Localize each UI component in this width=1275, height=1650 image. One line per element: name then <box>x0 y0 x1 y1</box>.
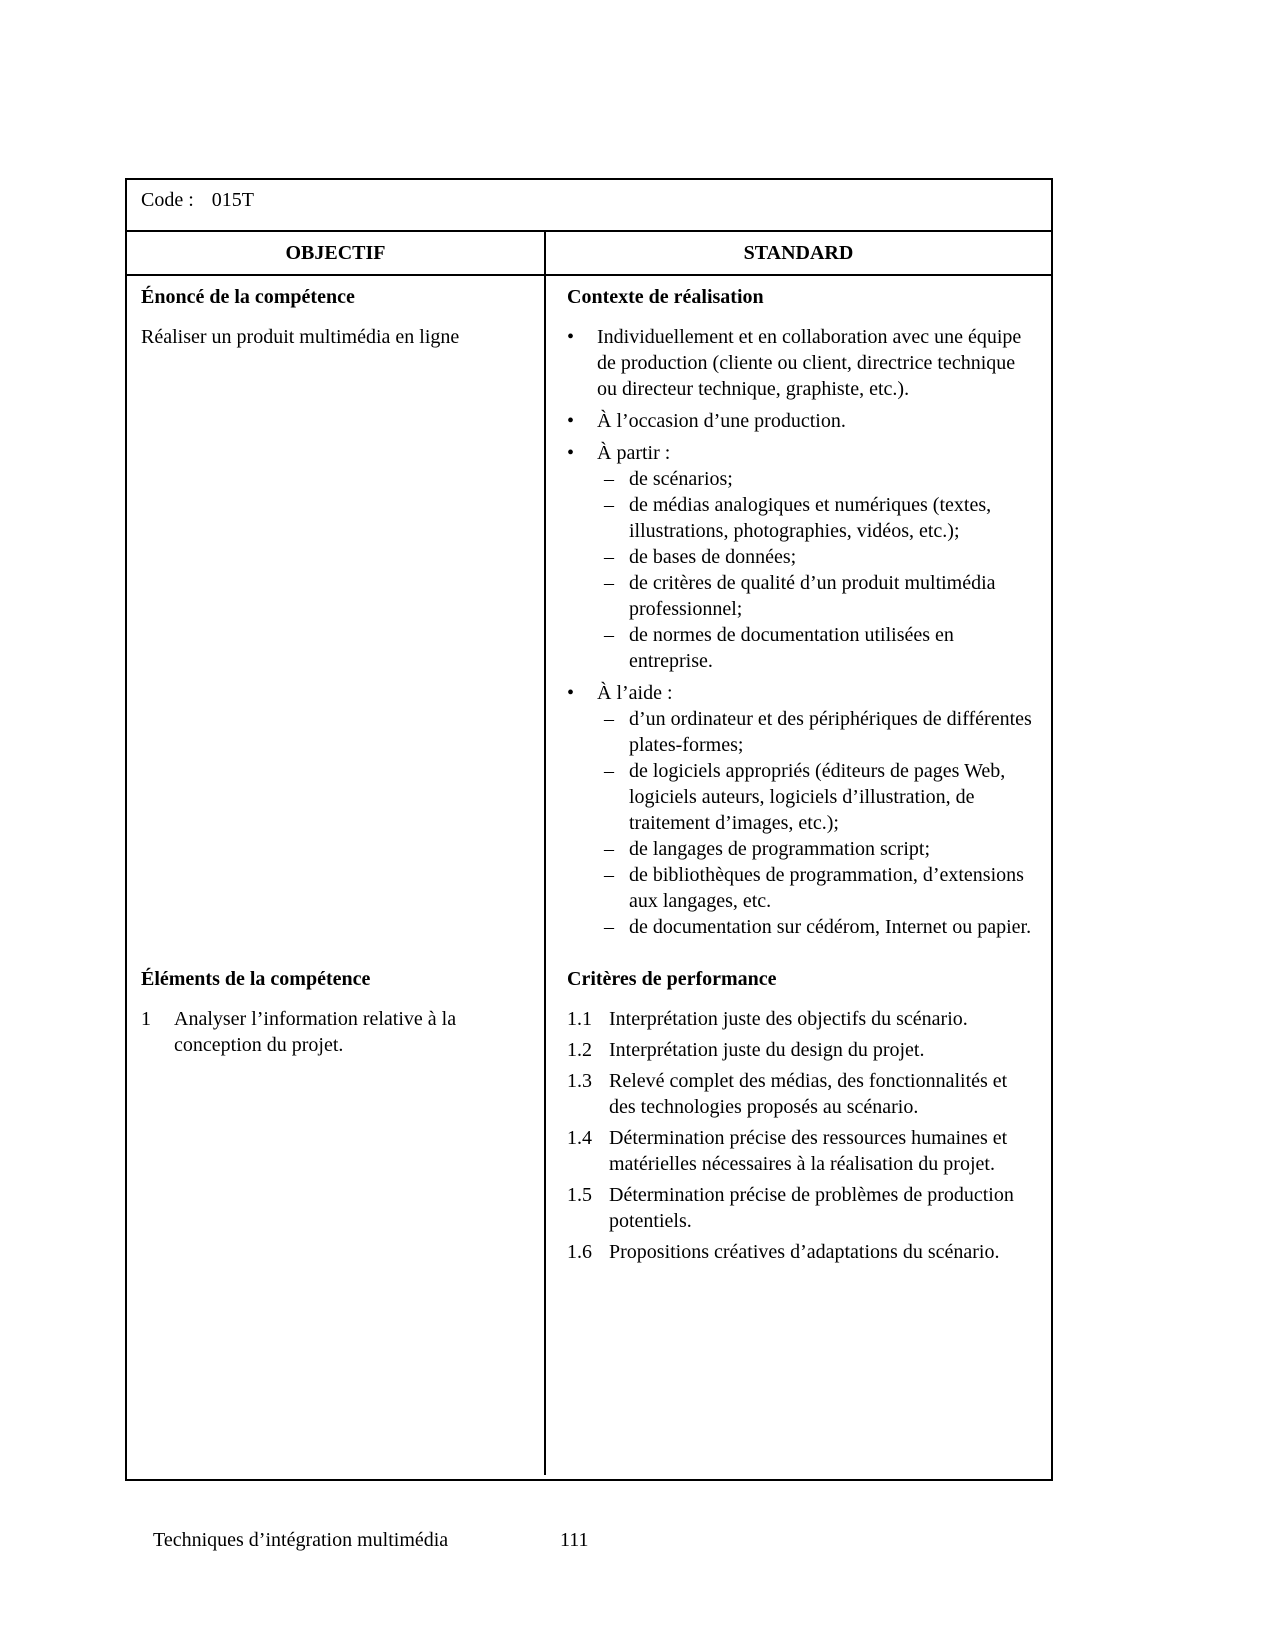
dash-marker-icon: – <box>604 760 614 782</box>
critere-text: Interprétation juste des objectifs du scénario. <box>609 1008 968 1030</box>
bullet-marker-icon: • <box>567 410 575 432</box>
enonce-cell <box>127 276 544 940</box>
list-item-text: de bibliothèques de programmation, d’extensions aux langages, etc. <box>629 864 1024 912</box>
list-item-text: de documentation sur cédérom, Internet ou papier. <box>629 916 1032 938</box>
list-item-text: de langages de programmation script; <box>629 838 931 860</box>
list-item-text: À partir : <box>597 442 671 464</box>
page-footer <box>153 1527 1053 1553</box>
criteres-title: Critères de performance <box>567 968 777 990</box>
list-item <box>604 706 1035 758</box>
dash-marker-icon: – <box>604 916 614 938</box>
dash-marker-icon: – <box>604 708 614 730</box>
competency-table <box>125 178 1053 1481</box>
list-item <box>567 408 1035 434</box>
dash-marker-icon: – <box>604 468 614 490</box>
element-item <box>141 1006 530 1058</box>
list-item <box>604 570 1035 622</box>
bullet-marker-icon: • <box>567 442 575 464</box>
code-label: Code : <box>141 189 194 211</box>
criteres-cell <box>544 940 1051 1475</box>
contexte-cell <box>544 276 1051 940</box>
list-item-text: de logiciels appropriés (éditeurs de pages Web, logiciels auteurs, logiciels d’illustration, de traitement d’images, etc.); <box>629 760 1006 834</box>
footer-page-number: 111 <box>560 1529 589 1551</box>
code-value: 015T <box>211 189 254 211</box>
dash-marker-icon: – <box>604 624 614 646</box>
list-item-text: de normes de documentation utilisées en entreprise. <box>629 624 954 672</box>
list-item <box>604 914 1035 940</box>
critere-item <box>567 1182 1035 1234</box>
list-item-text: de bases de données; <box>629 546 797 568</box>
list-item <box>567 440 1035 466</box>
list-item-text: À l’occasion d’une production. <box>597 410 846 432</box>
dash-marker-icon: – <box>604 572 614 594</box>
contexte-block <box>546 284 1035 940</box>
table-header-row <box>127 232 1051 276</box>
element-text: Analyser l’information relative à la conception du projet. <box>174 1008 457 1056</box>
list-item <box>604 492 1035 544</box>
critere-number: 1.5 <box>567 1184 592 1206</box>
critere-item <box>567 1125 1035 1177</box>
code-row <box>127 180 1051 232</box>
list-item-text: de médias analogiques et numériques (textes, illustrations, photographies, vidéos, etc.); <box>629 494 992 542</box>
list-item <box>604 544 1035 570</box>
critere-text: Propositions créatives d’adaptations du scénario. <box>609 1241 1000 1263</box>
element-number: 1 <box>141 1008 151 1030</box>
critere-item <box>567 1239 1035 1265</box>
critere-item <box>567 1068 1035 1120</box>
list-item <box>604 862 1035 914</box>
list-item-text: À l’aide : <box>597 682 673 704</box>
list-item <box>567 680 1035 706</box>
dash-marker-icon: – <box>604 494 614 516</box>
critere-number: 1.4 <box>567 1127 592 1149</box>
dash-marker-icon: – <box>604 838 614 860</box>
list-item-text: de critères de qualité d’un produit multimédia professionnel; <box>629 572 996 620</box>
table-body <box>127 276 1051 1475</box>
critere-item <box>567 1037 1035 1063</box>
critere-number: 1.6 <box>567 1241 592 1263</box>
elements-cell <box>127 940 544 1475</box>
elements-title: Éléments de la compétence <box>141 968 371 990</box>
criteres-block <box>546 966 1035 1265</box>
standard-column-header: STANDARD <box>544 232 1051 274</box>
dash-marker-icon: – <box>604 546 614 568</box>
list-item <box>604 836 1035 862</box>
critere-item <box>567 1006 1035 1032</box>
list-item-text: de scénarios; <box>629 468 733 490</box>
critere-text: Détermination précise de problèmes de production potentiels. <box>609 1184 1014 1232</box>
critere-text: Détermination précise des ressources humaines et matérielles nécessaires à la réalisation du projet. <box>609 1127 1008 1175</box>
list-item-text: d’un ordinateur et des périphériques de différentes plates-formes; <box>629 708 1032 756</box>
critere-number: 1.3 <box>567 1070 592 1092</box>
list-item-text: Individuellement et en collaboration avec une équipe de production (cliente ou client, directrice technique ou directeur technique, graphiste, etc.). <box>597 326 1022 400</box>
contexte-title: Contexte de réalisation <box>567 286 764 308</box>
objectif-column-header: OBJECTIF <box>285 242 386 264</box>
bullet-marker-icon: • <box>567 326 575 348</box>
critere-number: 1.2 <box>567 1039 592 1061</box>
footer-document-title: Techniques d’intégration multimédia <box>153 1529 449 1551</box>
critere-text: Interprétation juste du design du projet. <box>609 1039 925 1061</box>
enonce-text: Réaliser un produit multimédia en ligne <box>141 326 460 348</box>
list-item <box>604 466 1035 492</box>
critere-text: Relevé complet des médias, des fonctionnalités et des technologies proposés au scénario. <box>609 1070 1008 1118</box>
list-item <box>567 324 1035 402</box>
list-item <box>604 758 1035 836</box>
bullet-marker-icon: • <box>567 682 575 704</box>
dash-marker-icon: – <box>604 864 614 886</box>
enonce-title: Énoncé de la compétence <box>141 286 355 308</box>
critere-number: 1.1 <box>567 1008 592 1030</box>
list-item <box>604 622 1035 674</box>
